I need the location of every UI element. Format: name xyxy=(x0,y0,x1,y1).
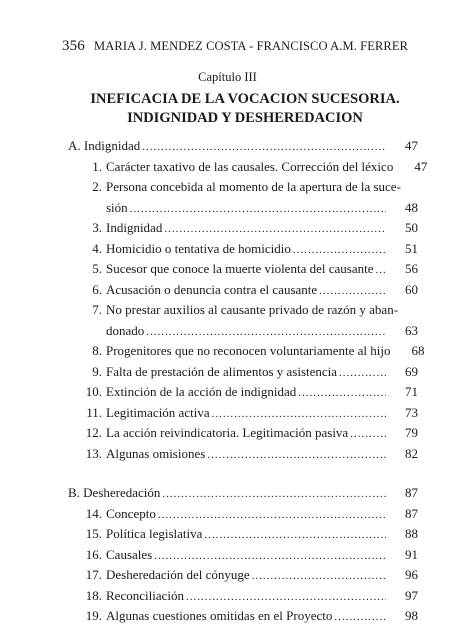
toc-entry-title: No prestar auxilios al causante privado de razón y aban- xyxy=(106,302,399,317)
toc-entry-title: Acusación o denuncia contra el causante xyxy=(106,281,318,297)
toc-page-number: 48 xyxy=(405,199,418,215)
toc-entry-number: 4. xyxy=(92,240,102,256)
dot-leader xyxy=(252,565,386,587)
toc-page-number: 98 xyxy=(405,608,418,623)
toc-entry-number: 5. xyxy=(92,261,102,276)
toc-page-number: 88 xyxy=(405,526,418,541)
toc-entry-number: 11. xyxy=(86,404,102,420)
toc-entry xyxy=(68,280,418,301)
toc-page-number: 69 xyxy=(405,363,418,379)
toc-page-number: 50 xyxy=(405,220,418,235)
running-head-authors: MARIA J. MENDEZ COSTA - FRANCISCO A.M. FERRER xyxy=(94,39,409,53)
toc-entry xyxy=(68,177,418,198)
toc-entry xyxy=(68,239,418,260)
toc-page-number: 47 xyxy=(414,158,428,174)
chapter-title-line-1: INEFICACIA DE LA VOCACION SUCESORIA. xyxy=(90,91,400,107)
toc-entry-number: 9. xyxy=(92,363,102,379)
toc-entry xyxy=(68,586,418,607)
toc-section-b xyxy=(68,483,418,504)
toc-entry-number: 12. xyxy=(85,425,102,440)
toc-section-b-items xyxy=(68,504,418,627)
toc-entry-title: Desheredación del cónyuge xyxy=(106,567,250,582)
toc-entry-title: Indignidad xyxy=(106,220,163,235)
toc-page-number: 71 xyxy=(405,384,418,399)
toc-section-label: B. Desheredación xyxy=(68,485,161,500)
dot-leader xyxy=(293,239,386,261)
toc-entry xyxy=(68,259,418,280)
toc-entry-title: Falta de prestación de alimentos y asistencia xyxy=(106,363,338,379)
toc-page-number: 79 xyxy=(405,425,418,440)
dot-leader xyxy=(350,423,386,445)
dot-leader xyxy=(334,606,386,628)
dot-leader xyxy=(186,586,386,608)
toc-entry-number: 1. xyxy=(92,158,102,174)
chapter-title-line-2: INDIGNIDAD Y DESHEREDACION xyxy=(127,110,363,126)
toc-entry xyxy=(68,565,418,586)
toc-entry xyxy=(68,382,418,403)
dot-leader xyxy=(162,483,386,505)
toc-entry-title: Legitimación activa xyxy=(106,404,210,420)
toc-entry-title-continuation: sión xyxy=(106,199,128,215)
toc-page-number: 82 xyxy=(405,445,418,461)
toc-entry xyxy=(68,403,418,424)
toc-entry-title: La acción reivindicatoria. Legitimación pasiva xyxy=(106,425,349,440)
dot-leader xyxy=(146,321,386,343)
toc-page-number: 87 xyxy=(405,485,418,500)
toc-entry xyxy=(68,157,428,178)
toc-page-number: 91 xyxy=(405,546,418,562)
toc-entry xyxy=(68,300,418,321)
toc-entry-number: 7. xyxy=(92,302,102,317)
toc-entry xyxy=(68,524,418,545)
dot-leader xyxy=(319,280,386,302)
toc-page-number: 97 xyxy=(405,587,418,603)
chapter-title xyxy=(70,90,420,128)
toc-page-number: 87 xyxy=(405,505,418,521)
table-of-contents xyxy=(68,136,428,627)
toc-entry-number: 6. xyxy=(92,281,102,297)
toc-entry-title: Reconciliación xyxy=(106,587,184,603)
toc-entry xyxy=(68,362,418,383)
toc-entry-number: 10. xyxy=(85,384,102,399)
toc-entry xyxy=(68,218,418,239)
section-gap xyxy=(68,464,418,483)
toc-entry-title: Causales xyxy=(106,546,153,562)
dot-leader xyxy=(130,198,386,220)
toc-entry xyxy=(68,606,418,627)
toc-entry xyxy=(68,444,418,465)
dot-leader xyxy=(375,259,386,281)
dot-leader xyxy=(164,218,386,240)
toc-entry-number: 19. xyxy=(85,608,102,623)
toc-section-label: A. Indignidad xyxy=(68,138,141,153)
page-number: 356 xyxy=(62,38,85,54)
dot-leader xyxy=(142,136,386,158)
toc-page-number: 63 xyxy=(405,322,418,338)
dot-leader xyxy=(204,524,386,546)
toc-entry xyxy=(68,504,418,525)
toc-entry-title-continuation: donado xyxy=(106,322,145,338)
toc-entry-number: 15. xyxy=(85,526,102,541)
toc-entry xyxy=(68,545,418,566)
dot-leader xyxy=(298,382,386,404)
toc-entry-number: 16. xyxy=(85,546,102,562)
toc-entry-number: 2. xyxy=(92,179,102,194)
toc-entry-number: 3. xyxy=(92,220,102,235)
toc-entry-title: Algunas omisiones xyxy=(106,445,206,461)
toc-page-number: 68 xyxy=(411,343,425,358)
toc-entry-number: 17. xyxy=(85,567,102,582)
toc-section-a-items xyxy=(68,157,428,465)
toc-entry-title: Carácter taxativo de las causales. Corrección del léxico xyxy=(106,158,394,174)
toc-entry-number: 8. xyxy=(92,343,102,358)
toc-entry-number: 14. xyxy=(85,505,102,521)
toc-entry-title: Persona concebida al momento de la apertura de la suce- xyxy=(106,179,401,194)
toc-page-number: 51 xyxy=(405,240,418,256)
dot-leader xyxy=(339,362,386,384)
toc-entry-title: Extinción de la acción de indignidad xyxy=(106,384,297,399)
toc-page-number: 73 xyxy=(405,404,418,420)
toc-entry-title: Política legislativa xyxy=(106,526,203,541)
toc-entry xyxy=(68,341,425,362)
running-head xyxy=(62,38,422,55)
toc-entry-title: Progenitores que no reconocen voluntariamente al hijo xyxy=(106,343,391,358)
toc-entry-continuation xyxy=(68,198,418,219)
toc-entry-continuation xyxy=(68,321,418,342)
dot-leader xyxy=(154,545,386,567)
toc-page-number: 47 xyxy=(405,138,418,153)
toc-entry xyxy=(68,423,418,444)
dot-leader xyxy=(207,444,386,466)
toc-section-a xyxy=(68,136,418,157)
toc-entry-number: 13. xyxy=(85,445,102,461)
toc-entry-title: Homicidio o tentativa de homicidio xyxy=(106,240,291,256)
dot-leader xyxy=(212,403,386,425)
toc-page-number: 96 xyxy=(405,567,418,582)
toc-page-number: 56 xyxy=(405,261,418,276)
toc-entry-title: Sucesor que conoce la muerte violenta del causante xyxy=(106,261,374,276)
chapter-label: Capítulo III xyxy=(198,70,257,84)
toc-entry-title: Concepto xyxy=(106,505,156,521)
toc-page-number: 60 xyxy=(405,281,418,297)
toc-entry-title: Algunas cuestiones omitidas en el Proyecto xyxy=(106,608,333,623)
toc-entry-number: 18. xyxy=(85,587,102,603)
dot-leader xyxy=(158,504,386,526)
